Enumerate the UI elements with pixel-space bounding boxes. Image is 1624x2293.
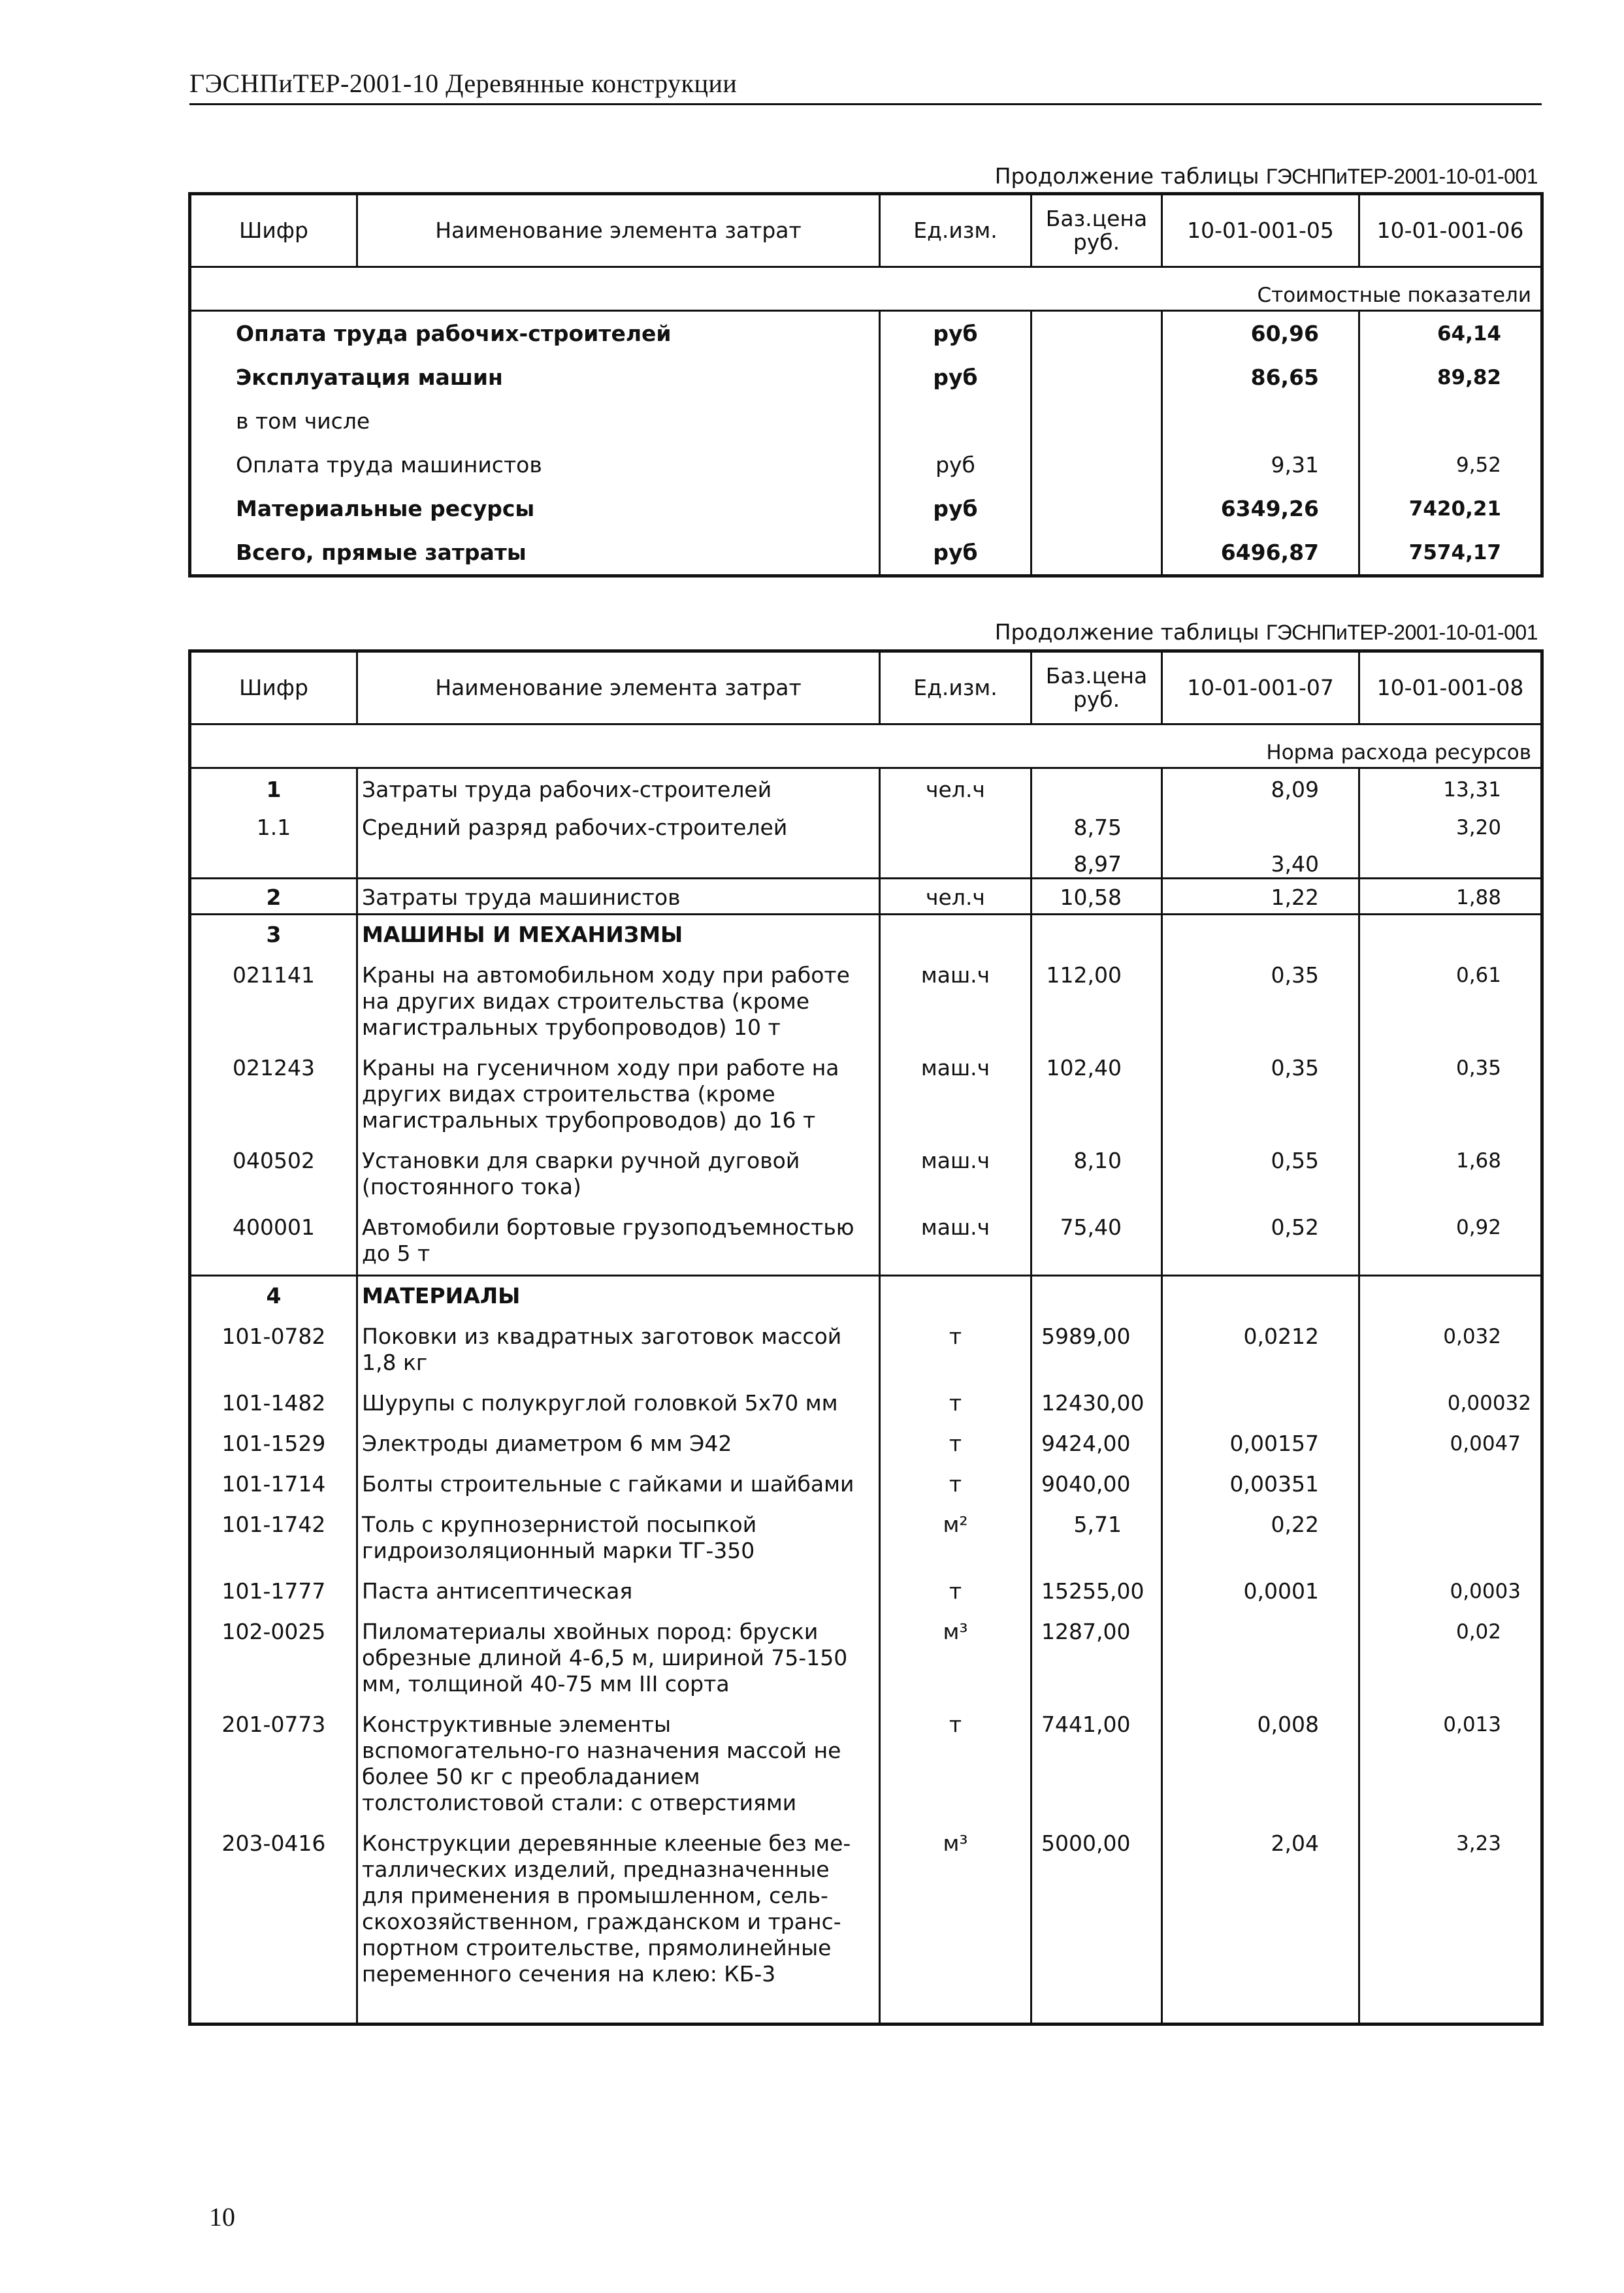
row-v1 <box>1162 1376 1359 1416</box>
row-name: Краны на гусеничном ходу при работе на других видах строительства (кроме магистральных трубопроводов) до 16 т <box>357 1041 880 1133</box>
row-unit: чел.ч <box>880 879 1031 915</box>
row-base: 1287,00 <box>1031 1604 1162 1697</box>
row-name: Оплата труда рабочих-строителей <box>190 311 880 356</box>
row-v2: 89,82 <box>1359 355 1542 399</box>
table2-section-label: Норма расхода ресурсов <box>190 724 1542 768</box>
row-unit: руб <box>880 311 1031 356</box>
row-v1: 60,96 <box>1162 311 1359 356</box>
row-unit: маш.ч <box>880 1133 1031 1200</box>
row-name: МАШИНЫ И МЕХАНИЗМЫ <box>357 915 880 949</box>
row-v2: 0,032 <box>1359 1309 1542 1376</box>
row-v1: 6349,26 <box>1162 487 1359 530</box>
table-row <box>190 1276 1542 1310</box>
row-base <box>1031 1276 1162 1310</box>
row-name: Конструктивные элементы вспомогательно-го назначения массой не более 50 кг с преобладанием толстолистовой стали: с отверстиями <box>357 1697 880 1816</box>
row-unit <box>880 915 1031 949</box>
table1-col-name: Наименование элемента затрат <box>357 194 880 267</box>
header-rule <box>189 103 1542 105</box>
table1-col-code: Шифр <box>190 194 357 267</box>
row-unit: руб <box>880 530 1031 576</box>
row-v2: 0,92 <box>1359 1200 1542 1276</box>
row-v1: 3,40 <box>1162 841 1359 879</box>
row-code: 021141 <box>190 948 357 1041</box>
row-name: Поковки из квадратных заготовок массой 1,8 кг <box>357 1309 880 1376</box>
table2-col-code: Шифр <box>190 651 357 724</box>
table1-col-v1: 10-01-001-05 <box>1162 194 1359 267</box>
table-row <box>190 1457 1542 1497</box>
row-name: Материальные ресурсы <box>190 487 880 530</box>
row-v1: 0,35 <box>1162 1041 1359 1133</box>
row-v2 <box>1359 1497 1542 1564</box>
table-row <box>190 1041 1542 1133</box>
row-base <box>1031 915 1162 949</box>
row-v2 <box>1359 1457 1542 1497</box>
row-name: Болты строительные с гайками и шайбами <box>357 1457 880 1497</box>
row-base <box>1031 443 1162 487</box>
row-name: Пиломатериалы хвойных пород: бруски обрезные длиной 4-6,5 м, шириной 75-150 мм, толщиной 40-75 мм III сорта <box>357 1604 880 1697</box>
row-v1 <box>1162 915 1359 949</box>
row-v2: 7420,21 <box>1359 487 1542 530</box>
row-name: Всего, прямые затраты <box>190 530 880 576</box>
row-unit: т <box>880 1416 1031 1457</box>
table-row <box>190 1133 1542 1200</box>
row-base: 7441,00 <box>1031 1697 1162 1816</box>
table-row <box>190 530 1542 576</box>
row-code: 400001 <box>190 1200 357 1276</box>
row-v1 <box>1162 803 1359 841</box>
row-v2 <box>1359 1276 1542 1310</box>
row-v2: 0,0047 <box>1359 1416 1542 1457</box>
row-base <box>1031 768 1162 804</box>
row-unit: чел.ч <box>880 768 1031 804</box>
table-row <box>190 841 1542 879</box>
row-v1: 86,65 <box>1162 355 1359 399</box>
table1-col-v2: 10-01-001-06 <box>1359 194 1542 267</box>
row-v2: 0,00032 <box>1359 1376 1542 1416</box>
row-name: Оплата труда машинистов <box>190 443 880 487</box>
row-base: 8,10 <box>1031 1133 1162 1200</box>
row-code: 102-0025 <box>190 1604 357 1697</box>
row-base: 5,71 <box>1031 1497 1162 1564</box>
row-unit: руб <box>880 487 1031 530</box>
row-name: Паста антисептическая <box>357 1564 880 1604</box>
row-base: 10,58 <box>1031 879 1162 915</box>
table-row <box>190 1309 1542 1376</box>
row-v2: 13,31 <box>1359 768 1542 804</box>
table1-caption <box>995 163 1538 189</box>
table-row <box>190 1497 1542 1564</box>
table2-caption-prefix: Продолжение таблицы <box>994 619 1266 645</box>
row-code: 101-0782 <box>190 1309 357 1376</box>
row-unit: маш.ч <box>880 1041 1031 1133</box>
row-unit <box>880 1276 1031 1310</box>
row-base: 112,00 <box>1031 948 1162 1041</box>
row-code: 101-1529 <box>190 1416 357 1457</box>
row-unit: м² <box>880 1497 1031 1564</box>
row-v1 <box>1162 1276 1359 1310</box>
row-v1: 8,09 <box>1162 768 1359 804</box>
row-name: Автомобили бортовые грузоподъемностью до 5 т <box>357 1200 880 1276</box>
table2-caption <box>995 619 1538 645</box>
row-v2: 9,52 <box>1359 443 1542 487</box>
row-code: 101-1742 <box>190 1497 357 1564</box>
row-v2: 0,02 <box>1359 1604 1542 1697</box>
row-name: Установки для сварки ручной дуговой (постоянного тока) <box>357 1133 880 1200</box>
row-unit: маш.ч <box>880 948 1031 1041</box>
page-number: 10 <box>209 2202 235 2232</box>
row-base: 102,40 <box>1031 1041 1162 1133</box>
table2-section-row <box>190 724 1542 768</box>
row-name: МАТЕРИАЛЫ <box>357 1276 880 1310</box>
row-base <box>1031 487 1162 530</box>
row-unit <box>880 399 1031 443</box>
row-unit: т <box>880 1376 1031 1416</box>
table1-section-label: Стоимостные показатели <box>190 267 1542 311</box>
table-row <box>190 879 1542 915</box>
row-v1: 2,04 <box>1162 1816 1359 2025</box>
row-base <box>1031 355 1162 399</box>
row-base: 12430,00 <box>1031 1376 1162 1416</box>
table-row <box>190 1376 1542 1416</box>
row-name: Затраты труда рабочих-строителей <box>357 768 880 804</box>
row-base <box>1031 530 1162 576</box>
row-v2: 7574,17 <box>1359 530 1542 576</box>
table1-caption-code: ГЭСНПиТЕР-2001-10-01-001 <box>1265 165 1538 188</box>
row-code: 040502 <box>190 1133 357 1200</box>
row-name: Электроды диаметром 6 мм Э42 <box>357 1416 880 1457</box>
row-v2 <box>1359 915 1542 949</box>
table-row <box>190 803 1542 841</box>
table-row <box>190 355 1542 399</box>
row-base <box>1031 399 1162 443</box>
table1-section-row <box>190 267 1542 311</box>
row-code: 203-0416 <box>190 1816 357 2025</box>
row-code: 101-1482 <box>190 1376 357 1416</box>
row-base: 9040,00 <box>1031 1457 1162 1497</box>
row-v1: 0,0001 <box>1162 1564 1359 1604</box>
row-name: в том числе <box>190 399 880 443</box>
row-unit: т <box>880 1457 1031 1497</box>
table-row <box>190 915 1542 949</box>
row-v1: 9,31 <box>1162 443 1359 487</box>
table-row <box>190 1697 1542 1816</box>
row-name: Средний разряд рабочих-строителей <box>357 803 880 841</box>
table2-col-v2: 10-01-001-08 <box>1359 651 1542 724</box>
row-unit <box>880 841 1031 879</box>
table-row <box>190 768 1542 804</box>
table-row <box>190 311 1542 356</box>
row-code: 101-1714 <box>190 1457 357 1497</box>
running-header: ГЭСНПиТЕР-2001-10 Деревянные конструкции <box>189 69 738 98</box>
row-name: Шурупы с полукруглой головкой 5x70 мм <box>357 1376 880 1416</box>
table2 <box>188 649 1544 2026</box>
row-v1 <box>1162 399 1359 443</box>
row-base: 5989,00 <box>1031 1309 1162 1376</box>
row-code: 3 <box>190 915 357 949</box>
table-row <box>190 1200 1542 1276</box>
row-base: 5000,00 <box>1031 1816 1162 2025</box>
table-row <box>190 443 1542 487</box>
row-name: Толь с крупнозернистой посыпкой гидроизоляционный марки ТГ-350 <box>357 1497 880 1564</box>
row-v2 <box>1359 841 1542 879</box>
row-v1: 0,00351 <box>1162 1457 1359 1497</box>
row-v2: 0,61 <box>1359 948 1542 1041</box>
row-code: 021243 <box>190 1041 357 1133</box>
row-v1: 0,35 <box>1162 948 1359 1041</box>
table-row <box>190 948 1542 1041</box>
row-unit: м³ <box>880 1604 1031 1697</box>
table1-col-base-price: Баз.цена руб. <box>1031 194 1162 267</box>
row-v2: 1,68 <box>1359 1133 1542 1200</box>
row-name: Конструкции деревянные клееные без ме-таллических изделий, предназначенные для применения в промышленном, сель-скохозяйственном, гражданском и транс-портном строительстве, прямолинейные переменного сечения на клею: КБ-3 <box>357 1816 880 2025</box>
row-code: 101-1777 <box>190 1564 357 1604</box>
table-row <box>190 1604 1542 1697</box>
row-v2: 3,23 <box>1359 1816 1542 2025</box>
row-v2: 0,0003 <box>1359 1564 1542 1604</box>
row-code <box>190 841 357 879</box>
table2-col-v1: 10-01-001-07 <box>1162 651 1359 724</box>
row-unit: т <box>880 1697 1031 1816</box>
table-row <box>190 399 1542 443</box>
row-unit: т <box>880 1564 1031 1604</box>
row-base: 9424,00 <box>1031 1416 1162 1457</box>
row-v1: 0,52 <box>1162 1200 1359 1276</box>
table-row <box>190 1816 1542 2025</box>
row-name: Эксплуатация машин <box>190 355 880 399</box>
table-row <box>190 1416 1542 1457</box>
row-unit: руб <box>880 355 1031 399</box>
row-code: 1.1 <box>190 803 357 841</box>
row-v1: 0,008 <box>1162 1697 1359 1816</box>
row-code: 1 <box>190 768 357 804</box>
row-unit: т <box>880 1309 1031 1376</box>
table1-col-unit: Ед.изм. <box>880 194 1031 267</box>
table2-col-unit: Ед.изм. <box>880 651 1031 724</box>
row-unit <box>880 803 1031 841</box>
row-v1 <box>1162 1604 1359 1697</box>
row-v1: 0,22 <box>1162 1497 1359 1564</box>
row-code: 4 <box>190 1276 357 1310</box>
row-v1: 0,0212 <box>1162 1309 1359 1376</box>
table1-header-row <box>190 194 1542 267</box>
row-base: 8,97 <box>1031 841 1162 879</box>
row-base: 8,75 <box>1031 803 1162 841</box>
row-base: 15255,00 <box>1031 1564 1162 1604</box>
row-unit: маш.ч <box>880 1200 1031 1276</box>
row-code: 2 <box>190 879 357 915</box>
row-v1: 0,00157 <box>1162 1416 1359 1457</box>
row-v1: 1,22 <box>1162 879 1359 915</box>
row-code: 201-0773 <box>190 1697 357 1816</box>
table2-col-base-price: Баз.цена руб. <box>1031 651 1162 724</box>
row-unit: руб <box>880 443 1031 487</box>
table2-caption-code: ГЭСНПиТЕР-2001-10-01-001 <box>1265 621 1538 644</box>
row-unit: м³ <box>880 1816 1031 2025</box>
row-v1: 0,55 <box>1162 1133 1359 1200</box>
table-row <box>190 487 1542 530</box>
row-base <box>1031 311 1162 356</box>
row-name: Краны на автомобильном ходу при работе на других видах строительства (кроме магистральных трубопроводов) 10 т <box>357 948 880 1041</box>
row-v2: 1,88 <box>1359 879 1542 915</box>
table1-caption-prefix: Продолжение таблицы <box>994 163 1266 189</box>
row-name: Затраты труда машинистов <box>357 879 880 915</box>
row-v2: 3,20 <box>1359 803 1542 841</box>
row-name <box>357 841 880 879</box>
row-v2: 64,14 <box>1359 311 1542 356</box>
table1 <box>188 192 1544 577</box>
table2-header-row <box>190 651 1542 724</box>
row-v2: 0,013 <box>1359 1697 1542 1816</box>
row-v1: 6496,87 <box>1162 530 1359 576</box>
row-v2: 0,35 <box>1359 1041 1542 1133</box>
row-base: 75,40 <box>1031 1200 1162 1276</box>
row-v2 <box>1359 399 1542 443</box>
table2-col-name: Наименование элемента затрат <box>357 651 880 724</box>
table-row <box>190 1564 1542 1604</box>
